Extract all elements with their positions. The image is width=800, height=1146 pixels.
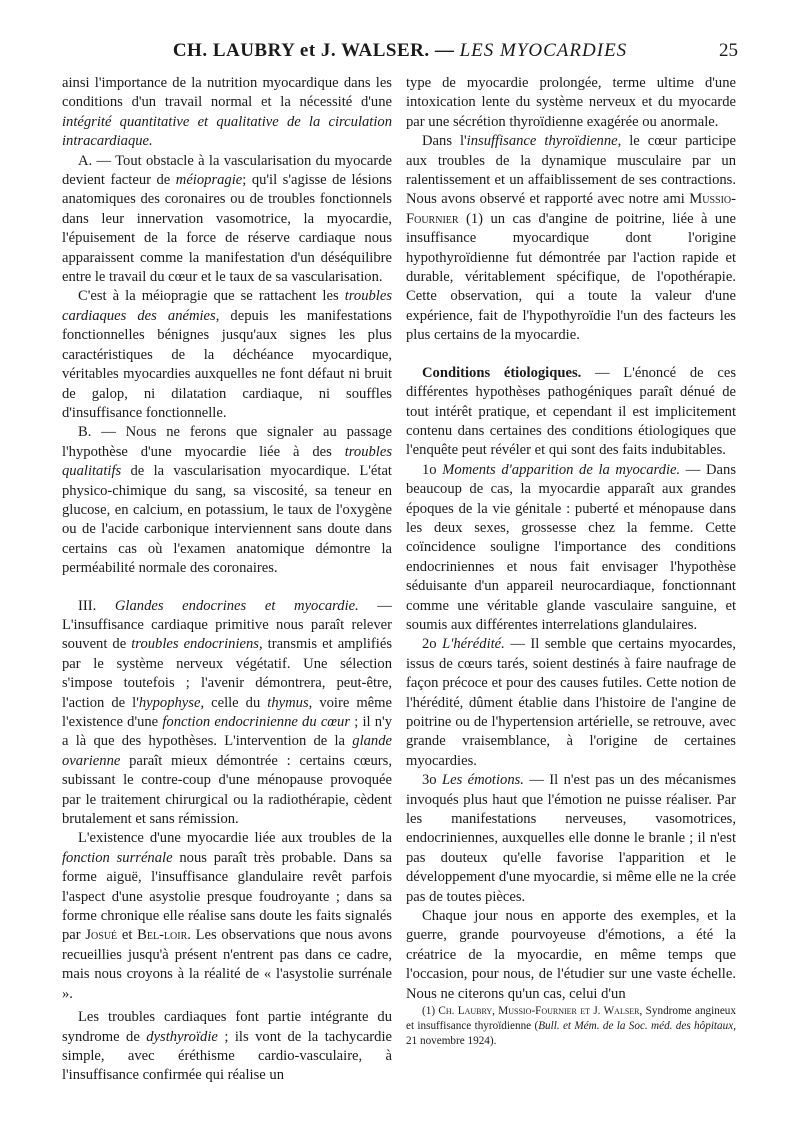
paragraph — [62, 74, 392, 152]
left-column — [62, 74, 392, 1086]
text-run: de la vascularisation myocardique. L'état physico-chimique du sang, sa viscosité, sa teneur en glucose, en calcium, en potassium, le taux de l'oxygène ou de l'acide carbonique interviennent sans doute dans certains cas où l'examen anatomique démontre la perméabilité normale des coronaires. — [62, 463, 392, 577]
italic-run: Moments d'apparition de la myocardie. — [442, 461, 681, 478]
text-run: 1o — [422, 461, 443, 478]
text-run: — Il n'est pas un des mécanismes invoqués plus haut que l'émotion ne puisse réaliser. Par les manifestations nerveuses, vasomotrices, endocriniennes, auxquelles elle donne le branle ; il n'est pas douteux qu'elle favorise l'apparition et le développement d'une myocardie, si même elle ne la crée pas de toutes pièces. — [406, 772, 736, 905]
italic-run: Glandes endocrines et myocardie. — [114, 597, 359, 614]
text-run: (1) un cas d'angine de poitrine, liée à une insuffisance myocardique dont l'origine hypothyroïdienne fut démontrée par l'action rapide et durable, véritablement spécifique, de l'opothérapie. Cette observation, qui a toute la valeur d'une expérience, fait de l'hypothyroïdie l'un des facteurs les plus certains de la myocardie. — [406, 210, 736, 344]
text-run: — Dans beaucoup de cas, la myocardie apparaît aux grandes époques de la vie génitale : puberté et ménopause dans les deux sexes, grossesse chez la femme. Cette coïncidence souligne l'importance des conditions endocriniennes et nous fait envisager l'hypothèse séduisante d'un appareil neurocardiaque, fonctionnant comme une véritable glande vasculaire sanguine, et soumis aux différentes interrelations glandulaires. — [406, 461, 736, 633]
text-run: Les troubles cardiaques font partie intégrante du syndrome de — [62, 1009, 392, 1045]
text-run: , transmis et amplifiés par le système nerveux végétatif. Une sélection s'impose toutefois ; l'avenir démontrera, peut-être, l'action de l' — [62, 636, 393, 711]
text-run: . Les observations que nous avons recueillies jusqu'à présent n'entrent pas dans ce cadre, mais nous croyons à la réalité de « l'asystolie surrénale ». — [62, 927, 392, 1002]
text-run: Dans l' — [422, 133, 467, 150]
paragraph — [62, 287, 392, 423]
text-run: A. — Tout obstacle à la vascularisation du myocarde devient facteur de — [62, 152, 392, 189]
italic-run: thymus — [267, 694, 309, 711]
paragraph — [406, 74, 736, 132]
text-run: 3o — [422, 772, 442, 789]
italic-run: troubles qualitatifs — [62, 443, 392, 480]
text-run: C'est à la méiopragie que se rattachent les — [78, 288, 345, 305]
paragraph-moments — [406, 461, 736, 636]
text-run: , voire même l'existence d'une — [62, 694, 392, 730]
text-run: nous paraît très probable. Dans sa forme aiguë, l'insuffisance glandulaire revêt parfois l'aspect d'une asystolie presque foudroyante ; dans sa forme chronique elle réalise sans doute les faits signalés par — [62, 849, 392, 944]
paragraph — [406, 907, 736, 1004]
running-title — [62, 40, 738, 62]
text-run: ; ils vont de la tachycardie simple, avec éréthisme cardio-vasculaire, à l'insuffisance confirmée qui réalise un — [62, 1028, 392, 1084]
paragraph-heredite — [406, 635, 736, 771]
italic-run: fonction endocrinienne du cœur — [162, 714, 351, 730]
text-run: ; il n'y a là que des hypothèses. L'intervention de la — [62, 714, 392, 750]
text-run: (1) — [422, 1005, 439, 1018]
italic-run: insuffisance thyroïdienne — [466, 133, 618, 150]
text-run: ; qu'il s'agisse de lésions anatomiques des coronaires ou de troubles fonctionnels dans leur innervation vasomotrice, la myocardie, l'épuisement de la force de réserve cardiaque nous apparaissent comme la manifestation d'un déséquilibre entre le travail du cœur et le taux de sa vascularisation. — [62, 172, 392, 286]
header-authors: CH. LAUBRY et J. WALSER. — — [172, 40, 455, 61]
paragraph — [62, 829, 392, 1004]
paragraph-section-iii — [62, 597, 392, 830]
running-header — [62, 40, 738, 66]
paragraph — [406, 132, 736, 345]
paragraph-conditions-etiologiques — [406, 364, 736, 461]
header-section-title: LES MYOCARDIES — [459, 40, 628, 61]
text-run: — L'insuffisance cardiaque primitive nous paraît relever souvent de — [62, 597, 392, 653]
small-caps-run: Ch. Laubry, Mussio-Fournier et J. Walser — [438, 1005, 640, 1018]
text-run: III. — [78, 597, 115, 614]
paragraph-emotions — [406, 771, 736, 907]
italic-run: troubles cardiaques des anémies — [62, 288, 392, 324]
text-run: B. — Nous ne ferons que signaler au passage l'hypothèse d'une myocardie liée à des — [62, 424, 392, 460]
text-run: 2o — [422, 636, 443, 653]
italic-run: Les émotions. — [441, 772, 524, 789]
paragraph-section-b — [62, 423, 392, 578]
paragraph — [62, 1008, 392, 1086]
italic-run: hypophyse — [138, 694, 201, 711]
text-run: L'existence d'une myocardie liée aux troubles de la — [78, 830, 392, 847]
text-run: paraît mieux démontrée : certains cœurs, subissant le contre-coup d'une ménopause provoquée par le traitement chirurgical ou la radiothérapie, cèdent brutalement et sans rémission. — [62, 752, 392, 828]
text-run: , celle du — [200, 694, 268, 711]
text-run: , 21 novembre 1924). — [406, 1020, 736, 1048]
footnote — [406, 1004, 736, 1049]
italic-run: dysthyroïdie — [146, 1028, 218, 1045]
text-run: Chaque jour nous en apporte des exemples, et la guerre, grande pourvoyeuse d'émotions, a été la créatrice de la myocardie, en même temps que l'occasion, pour nous, de l'étudier sur une vaste échelle. Nous ne citerons qu'un cas, celui d'un — [406, 908, 736, 1002]
italic-run: Bull. et Mém. de la Soc. méd. des hôpitaux — [538, 1020, 734, 1033]
right-column — [406, 74, 736, 1049]
italic-run: L'hérédité. — [442, 636, 505, 653]
page-number: 25 — [719, 40, 738, 61]
text-run: , Syndrome angineux et insuffisance thyroïdienne ( — [406, 1005, 736, 1033]
bold-run: Conditions étiologiques. — [422, 364, 582, 381]
italic-run: troubles endocriniens — [131, 636, 259, 653]
text-run: , le cœur participe aux troubles de la dynamique musculaire par un ralentissement et un affaiblissement de ses contractions. Nous avons observé et rapporté avec notre ami — [406, 133, 736, 208]
text-run: et — [117, 927, 138, 944]
text-run: type de myocardie prolongée, terme ultime d'une intoxication lente du système nerveux et du myocarde par une sécrétion thyroïdienne exagérée ou anormale. — [406, 75, 736, 130]
italic-run: méiopragie — [175, 172, 243, 189]
italic-run: fonction surrénale — [62, 849, 173, 866]
small-caps-run: Bel-loir — [137, 927, 188, 944]
text-run: , depuis les manifestations fonctionnelles bénignes jusqu'aux signes les plus caractéristiques de la déchéance myocardique, véritables myocardies auxquelles ne font défaut ni bruit de galop, ni dilatation cardiaque, ni souffles d'insuffisance fonctionnelle. — [62, 307, 392, 421]
text-run: — L'énoncé de ces différentes hypothèses pathogéniques paraît dénué de tout intérêt pratique, et cependant il est implicitement contenu dans certaines des conditions étiologiques que l'enquête peut révéler et qui sont des faits indubitables. — [406, 364, 736, 459]
italic-run: glande ovarienne — [62, 733, 392, 769]
small-caps-run: Mussio-Fournier — [406, 191, 736, 227]
italic-run: intégrité quantitative et qualitative de la circulation intracardiaque. — [62, 113, 392, 150]
text-run: ainsi l'importance de la nutrition myocardique dans les conditions d'un travail normal et la nécessité d'une — [62, 75, 392, 111]
small-caps-run: Josué — [85, 927, 118, 944]
paragraph-section-a — [62, 152, 392, 288]
text-run: — Il semble que certains myocardes, issus de cœurs tarés, soient destinés à faire naufrage de façon précoce et pour des causes futiles. Cette notion de l'hérédité, dûment établie dans l'histoire de l'angine de poitrine ou de l'hypertension artérielle, se retrouve, avec grande vraisemblance, à l'origine de certaines myocardies. — [406, 636, 737, 769]
